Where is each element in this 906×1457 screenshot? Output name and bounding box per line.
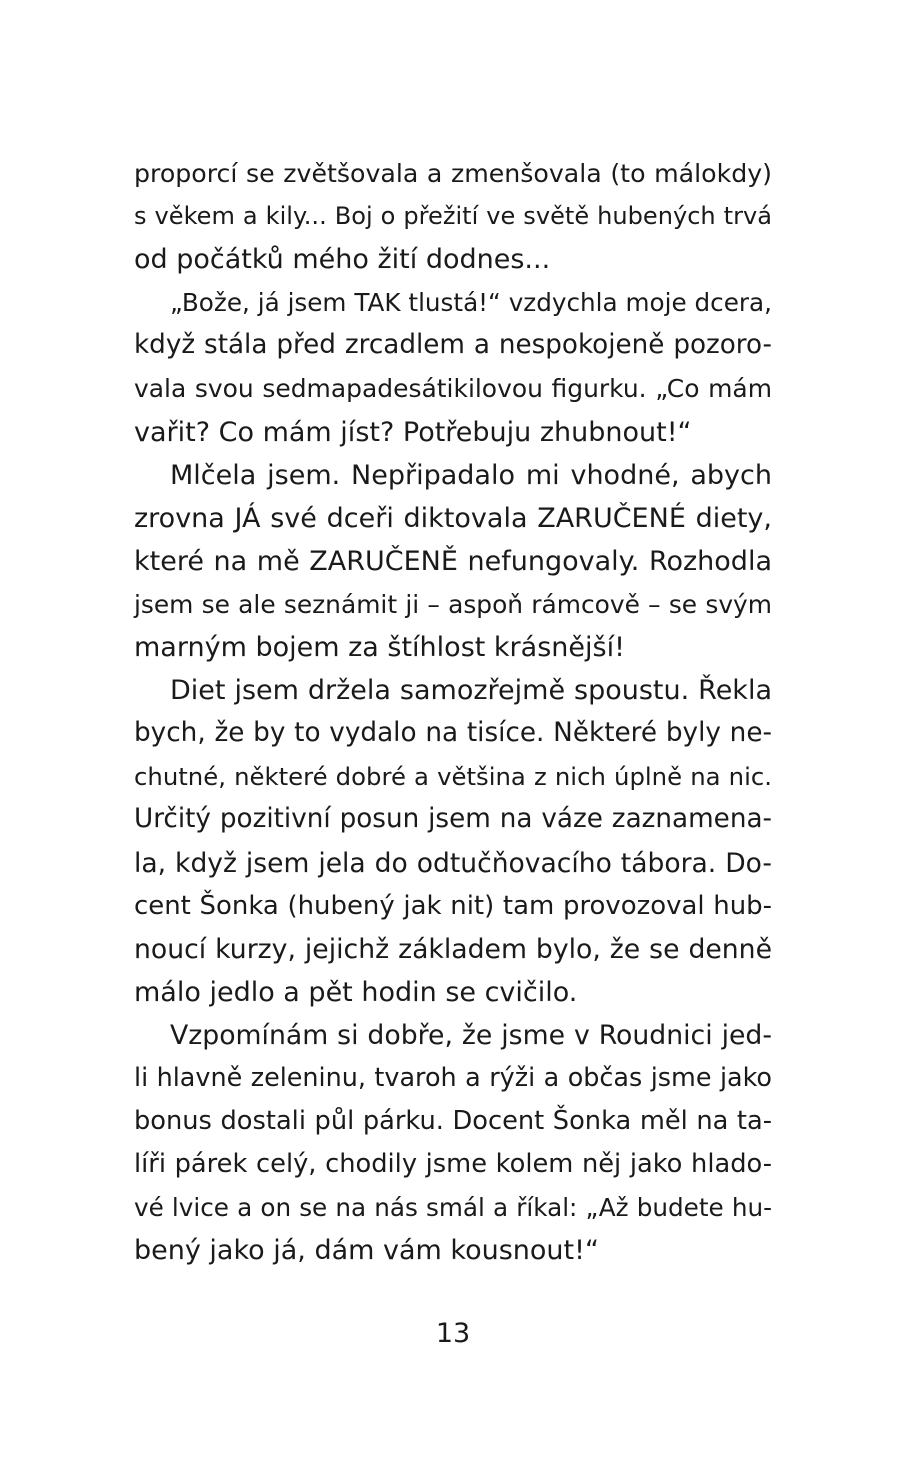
text-line: bený jako já, dám vám kousnout!“ bbox=[134, 1235, 599, 1267]
text-line: proporcí se zvětšovala a zmenšovala (to málokdy) bbox=[134, 159, 772, 188]
text-line: Mlčela jsem. Nepřipadalo mi vhodné, abych bbox=[170, 459, 772, 491]
text-line: Diet jsem držela samozřejmě spoustu. Řekla bbox=[170, 675, 772, 707]
text-line: s věkem a kily... Boj o přežití ve světě hubených trvá bbox=[134, 202, 772, 231]
text-line: li hlavně zeleninu, tvaroh a rýži a občas jsme jako bbox=[134, 1062, 772, 1093]
paragraph bbox=[134, 454, 772, 669]
text-line: chutné, některé dobré a většina z nich úplně na nic. bbox=[134, 762, 772, 792]
body-text bbox=[134, 152, 772, 1272]
text-line: zrovna JÁ své dceři diktovala ZARUČENÉ diety, bbox=[134, 502, 772, 534]
text-line: Vzpomínám si dobře, že jsme v Roudnici jed- bbox=[170, 1019, 772, 1051]
text-line: la, když jsem jela do odtučňovacího tábora. Do- bbox=[134, 847, 772, 879]
text-line: od počátků mého žití dodnes... bbox=[134, 244, 551, 276]
text-line: „Bože, já jsem TAK tlustá!“ vzdychla moje dcera, bbox=[170, 288, 772, 318]
paragraph bbox=[134, 669, 772, 1014]
text-line: vala svou sedmapadesátikilovou figurku. „Co mám bbox=[134, 374, 772, 404]
paragraph bbox=[134, 152, 772, 281]
text-line: Určitý pozitivní posun jsem na váze zaznamena- bbox=[134, 804, 772, 835]
text-line: málo jedlo a pět hodin se cvičilo. bbox=[134, 976, 578, 1008]
text-line: vařit? Co mám jíst? Potřebuju zhubnout!“ bbox=[134, 416, 692, 448]
text-line: jsem se ale seznámit ji – aspoň rámcově – se svým bbox=[134, 589, 772, 619]
text-line: líři párek celý, chodily jsme kolem něj jako hlado- bbox=[134, 1149, 772, 1180]
text-line: cent Šonka (hubený jak nit) tam provozoval hub- bbox=[134, 890, 772, 921]
text-line: vé lvice a on se na nás smál a říkal: „Až budete hu- bbox=[134, 1193, 772, 1223]
page-number: 13 bbox=[435, 1318, 471, 1349]
text-line: které na mě ZARUČENĚ nefungovaly. Rozhodla bbox=[134, 545, 772, 577]
paragraph bbox=[134, 1014, 772, 1273]
text-line: bych, že by to vydalo na tisíce. Některé byly ne- bbox=[134, 718, 772, 749]
text-line: noucí kurzy, jejichž základem bylo, že se denně bbox=[134, 933, 772, 965]
text-line: když stála před zrcadlem a nespokojeně pozoro- bbox=[134, 330, 772, 361]
text-line: marným bojem za štíhlost krásnější! bbox=[134, 632, 625, 664]
text-line: bonus dostali půl párku. Docent Šonka měl na ta- bbox=[134, 1106, 772, 1137]
paragraph bbox=[134, 281, 772, 453]
